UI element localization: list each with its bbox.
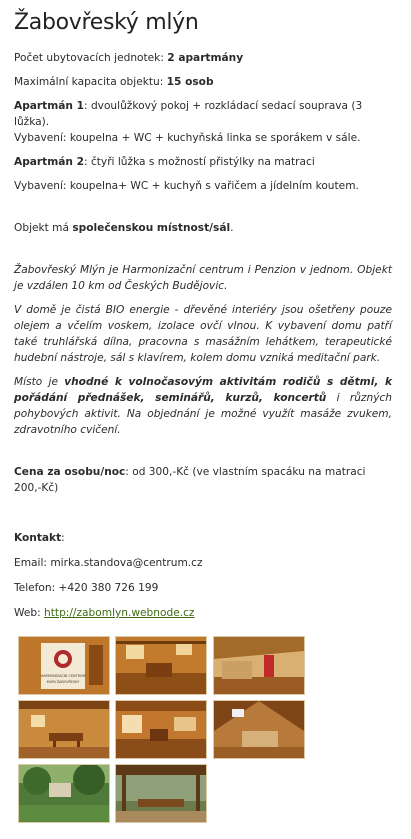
- photo-attic-image: [214, 701, 304, 758]
- contact-email: Email: mirka.standova@centrum.cz: [14, 557, 203, 569]
- logo-caption-bottom: MLÝN ŽABOVŘESKY: [46, 680, 80, 684]
- apartment-2: [14, 154, 392, 170]
- contact-phone: Telefon: +420 380 726 199: [14, 582, 159, 594]
- hall-pre: Objekt má: [14, 222, 73, 234]
- units-value: 2 apartmány: [167, 52, 244, 64]
- description-intro: Žabovřeský Mlýn je Harmonizační centrum i Penzion v jednom. Objekt je vzdálen 10 km od Českých Budějovic.: [14, 264, 392, 292]
- photo-thumbnail-dining[interactable]: [18, 700, 110, 759]
- web-label: Web:: [14, 607, 45, 619]
- hall-line: [14, 220, 392, 236]
- capacity-value: 15 osob: [166, 76, 214, 88]
- capacity-label: Maximální kapacita objektu:: [14, 76, 167, 88]
- photo-thumbnail-garden[interactable]: [18, 764, 110, 823]
- photo-terrace-image: [116, 765, 206, 822]
- apartment-1-label: Apartmán 1: [14, 100, 85, 112]
- price-line: [14, 464, 392, 496]
- photo-thumbnail-room[interactable]: [115, 636, 207, 695]
- contact-heading: [14, 530, 392, 546]
- activities-post: i různých pohybových aktivit. Na objednání je možné využít masáže zvukem, zdravotního cvičení.: [14, 392, 392, 436]
- photo-kitchen-image: [214, 637, 304, 694]
- price-label: Cena za osobu/noc: [14, 466, 126, 478]
- hall-bold: společenskou místnost/sál: [72, 222, 231, 234]
- hall-post: .: [230, 222, 234, 234]
- photo-thumbnail-terrace[interactable]: [115, 764, 207, 823]
- apartment-1-equipment: Vybavení: koupelna + WC + kuchyňská linka se sporákem v sále.: [14, 132, 361, 144]
- capacity-line: [14, 74, 392, 90]
- photo-thumbnail-attic[interactable]: [213, 700, 305, 759]
- logo-caption-top: HARMONIZAČNÍ CENTRUM: [40, 674, 86, 678]
- contact-label: Kontakt: [14, 532, 62, 544]
- photo-thumbnail-kitchen[interactable]: [213, 636, 305, 695]
- description-energy: V domě je čistá BIO energie - dřevěné interiéry jsou ošetřeny pouze olejem a včelím voskem, izolace ovčí vlnou. K vybavení domu patří také truhlářská dílna, pracovna s masážním lehátkem, terapeutické hudební nástroje, sál s klavírem, kolem domu vzniká meditační park.: [14, 304, 392, 364]
- contact-colon: :: [61, 532, 65, 544]
- units-line: [14, 50, 392, 66]
- apartment-1-text: : dvoulůžkový pokoj + rozkládací sedací souprava (3 lůžka).: [14, 100, 363, 128]
- photo-logo-image: [19, 637, 109, 694]
- photo-hall-image: [116, 701, 206, 758]
- apartment-2-equipment: Vybavení: koupelna+ WC + kuchyň s vařičem a jídelním koutem.: [14, 180, 359, 192]
- page-title: Žabovřeský mlýn: [14, 10, 199, 35]
- contact-web: [14, 605, 392, 621]
- photo-thumbnail-hall[interactable]: [115, 700, 207, 759]
- activities-bold: vhodné k volnočasovým aktivitám rodičů s dětmi, k pořádání přednášek, seminářů, kurzů, koncertů: [14, 376, 392, 404]
- photo-garden-image: [19, 765, 109, 822]
- description-activities: [14, 374, 392, 438]
- photo-thumbnail-logo[interactable]: [18, 636, 110, 695]
- price-text: : od 300,-Kč (ve vlastním spacáku na matraci 200,-Kč): [14, 466, 366, 494]
- apartment-2-label: Apartmán 2: [14, 156, 85, 168]
- units-label: Počet ubytovacích jednotek:: [14, 52, 168, 64]
- apartment-1: [14, 98, 392, 146]
- photo-room-image: [116, 637, 206, 694]
- photo-dining-image: [19, 701, 109, 758]
- activities-pre: Místo je: [14, 376, 65, 388]
- web-link[interactable]: http://zabomlyn.webnode.cz: [44, 607, 195, 619]
- apartment-2-text: : čtyři lůžka s možností přistýlky na matraci: [84, 156, 315, 168]
- page-content: [14, 8, 392, 621]
